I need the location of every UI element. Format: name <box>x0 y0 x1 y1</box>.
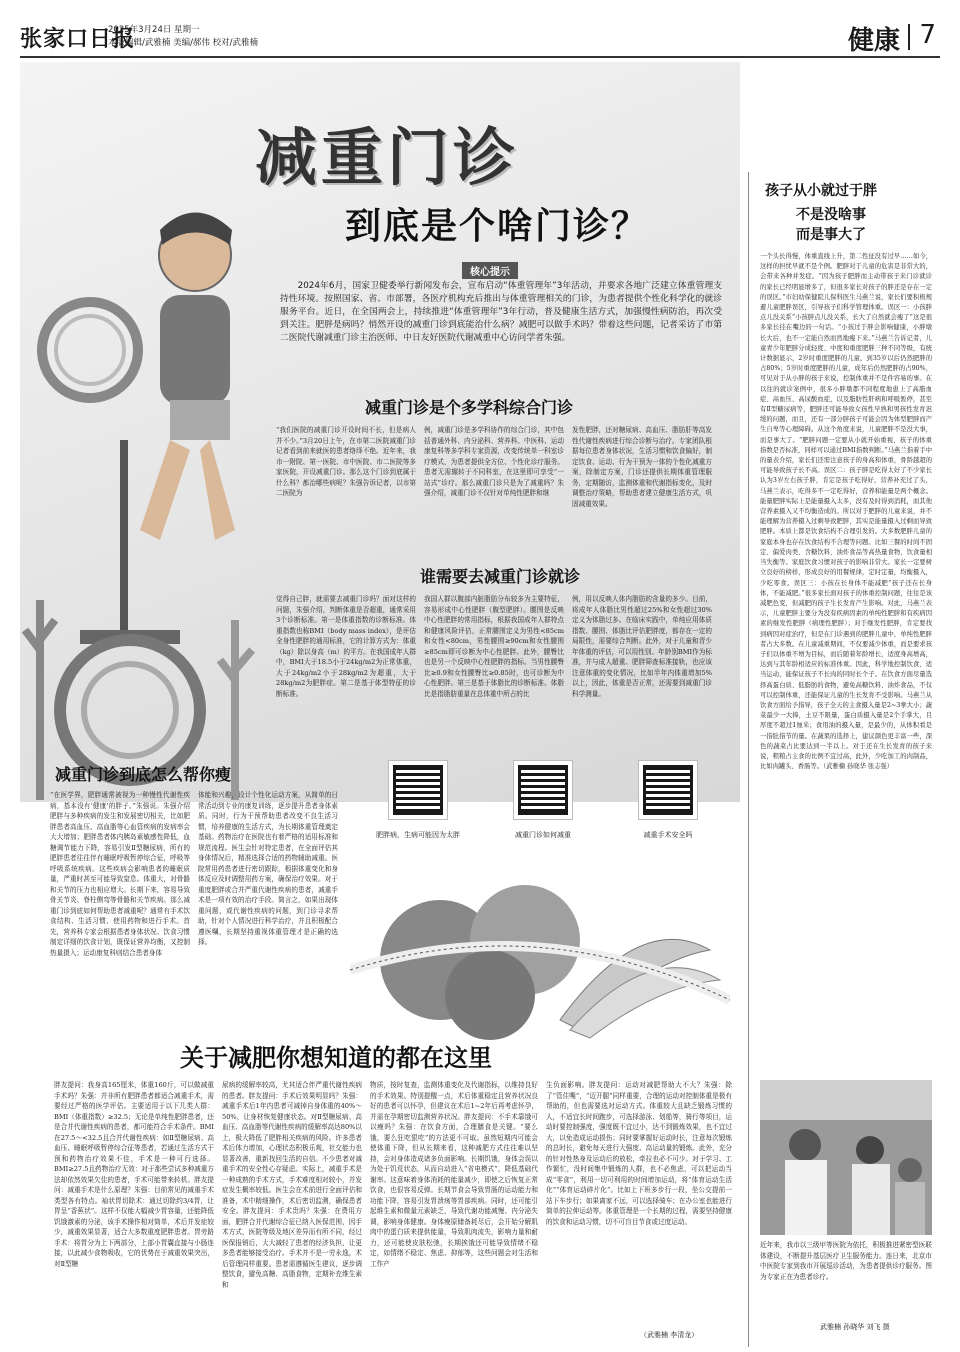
sidebar-title: 孩子从小就过于胖 <box>765 183 877 199</box>
qr-caption-1: 肥胖病，生病可能因为太胖 <box>376 831 460 839</box>
faq-heading: 关于减肥你想知道的都在这里 <box>180 1043 492 1072</box>
section3-heading: 减重门诊到底怎么帮你瘦 <box>55 765 232 784</box>
section2-col2: 我国人群以腹部内脏脂肪分布较多为主要特征，容易形成中心性肥胖（腹型肥胖）。腰围是反映中心性肥胖的常用指标，根据我国成年人群特点和健康风险评估，正常腰围定义为男性<85cm和女性<80cm，男性腰围≥90cm和女性腰围≥85cm即可诊断为中心性肥胖。此外，腰臀比也是另一个反映中心性肥胖的指标。当男性腰臀比≥0.9和女性腰臀比≥0.85时，也可诊断为中心性肥胖。第三是基于体脂比的诊断标准。体脂比是指脂肪重量在总体重中所占的比 <box>424 595 564 698</box>
section1-heading: 减重门诊是个多学科综合门诊 <box>365 398 574 417</box>
qr-code-block-2 <box>483 760 603 840</box>
section2-col1: 觉得自己胖，就需要去减重门诊吗？面对这样的问题，朱强介绍，判断体重是否超重，通常采用3个诊断标准。第一是体重指数的诊断标准。体重指数也称BMI（body mass index），是评估全身性肥胖的通用标准，它的计算方式为：体重（kg）除以身高（m）的平方。在我国成年人群中，BMI大于18.5小于24kg/m2为正常体重，大于24kg/m2小于28kg/m2为超重，大于28kg/m2为肥胖症。第二是基于体型特征的诊断标准。 <box>276 595 416 698</box>
section2-heading: 谁需要去减重门诊就诊 <box>420 567 581 586</box>
qr-code-block-1 <box>358 760 478 840</box>
sidebar-photo-caption: 近年来，我市以三级甲等医院为依托，积极推进紧密型医联体建设，不断提升基层医疗卫生服务能力。连日来，北京市中医院专家到我市开展巡诊活动，为患者提供诊疗服务。图为专家正在为患者诊疗。 <box>760 1241 932 1281</box>
masthead-divider <box>908 24 910 50</box>
section-name: 健康 <box>847 26 900 56</box>
masthead-meta <box>108 24 258 50</box>
faq-col4: 生负面影响。胖友提问：运动对减肥帮助大不大？朱强：除了“管住嘴”，“迈开腿”同样重要，合理的运动对控制体重是极有帮助的，但也需要选对运动方式。体重较大且缺乏锻炼习惯的人，不适宜长时间跑步，可选择游泳、划船等，骑行等项目，运动时要控制强度，强度既不宜过小，达不到锻炼效果，也不宜过大，以免造成运动损伤；同时要掌握好运动时长，注意每次锻炼的总时长，避免每天进行大强度、高运动量的锻炼。此外，充分的针对性热身及运动后的放松，牵拉也必不可少。对于学习、工作繁忙，没时间集中锻炼的人群，也不必焦虑，可以把运动当成“零食”，利用一切可利用的时间增加运动，将“体育运动生活化”“体育运动碎片化”。比如上下班多步行一段，坐公交提前一站下车步行；如果离家不远，可以选择骑车；在办公室也能进行简单的拉伸运动等。体重管理是一个长期的过程，需要坚持健康的饮食和运动习惯，切不可盲目节食或过度运动。 <box>546 1081 732 1226</box>
masthead-editors: 本版编辑/武雅楠 美编/郝伟 校对/武雅楠 <box>108 38 258 48</box>
fruit-illustration <box>350 870 730 1040</box>
section1-col2: 例，减重门诊是多学科协作的综合门诊，其中包括普通外科、内分泌科、营养科、中医科、运动康复科等多学科专家资源，改变传统单一科室诊疗模式，为患者提供全方位、个性化诊疗服务。患者无需辗转于不同科室，在这里即可享受“一站式”诊疗。那么减重门诊只是为了减重吗？朱强介绍，减重门诊不仅针对单纯性肥胖和继 <box>424 426 564 497</box>
section2-col3: 例，用以反映人体内脂肪的含量的多少。目前，将成年人体脂比男性超过25%和女性超过30%定义为体脂过多。在临床实践中，单纯应用体质指数、腰围、体脂比评估肥胖度，都存在一定的局限性，需要综合判断。此外，对于儿童和青少年体重的评估，可以用性别、年龄别BMI作为标准，并与成人超重、肥胖筛查标准接轨，也应该注意体重的变化情况，比如半年内体重增加5%以上，因此，体重是否正常，还需要到减重门诊科学测量。 <box>572 595 712 698</box>
feature-title: 减重门诊 <box>255 121 520 194</box>
qr-code-block-3 <box>608 760 728 840</box>
qr-code-2[interactable] <box>513 760 573 820</box>
qr-image-3 <box>643 765 693 815</box>
qr-caption-2: 减重门诊如何减重 <box>515 831 571 839</box>
cyclist-illustration <box>20 200 270 800</box>
section1-col1: “我们医院的减重门诊开设时间不长，但是病人并不少。”3月20日上午，在市第二医院减重门诊记者看到前来就医的患者络绎不绝。近年来，我市一附院、第一医院、市中医院、市二医院等多家医院，开设减重门诊。那么这个门诊到底属于什么科？都治哪些病呢？朱强告诉记者，以市第二医院为 <box>276 426 416 497</box>
faq-col1: 胖友提问：我身高165厘米，体重160斤，可以做减重手术吗？朱强：并非所有肥胖患者都适合减重手术，需要经过严格的医学评估。主要适用于以下几类人群：BMI（体重指数）≥32.5；无论是单纯性肥胖患者，还是合并代谢性疾病的患者，都可能符合手术条件。BMI在27.5～<32.5且合并代谢性疾病：如Ⅱ型糖尿病、高血压、睡眠呼吸暂停综合征等患者，若通过生活方式干预和药物治疗效果不佳，手术是一种可行选择。BMI≥27.5且药物治疗无效：对于那些尝试多种减重方法却依然效果欠佳的患者，手术可能带来转机。胖友提问：减重手术是什么原理？朱强：目前常见的减重手术类型各有特点。袖状胃切除术：通过切除约3/4胃，让胃呈“香蕉状”。这样不仅能大幅减少胃容量，还能降低饥饿激素的分泌，该手术操作相对简单，术后并发症较少，减重效果显著，适合大多数重度肥胖患者。胃旁路手术：将胃分为上下两部分，上部小胃囊直接与小肠连接，以此减少食物吸收，它的优势在于减重效果突出，对Ⅱ型糖 <box>54 1081 214 1268</box>
qr-code-3[interactable] <box>638 760 698 820</box>
sidebar-subtitle-1: 不是没啥事 <box>796 207 866 223</box>
masthead-logo: 张家口日报 <box>20 26 136 52</box>
section1-col3: 发性肥胖，还对糖尿病、高血压、脂肪肝等高发性代谢性疾病进行综合诊断与治疗。专家团队根据每位患者身体状况，生活习惯和饮食偏好，制定饮食、运动、行为干预为一体的个性化减重方案，除制定方案，门诊还提供长期体重管理服务，定期随访，监测体重和代谢指标变化，及时调整治疗策略，帮助患者建立健康生活方式，巩固减重效果。 <box>572 426 712 508</box>
qr-code-row <box>358 760 728 860</box>
qr-image-2 <box>518 765 568 815</box>
faq-col3: 物质，按时复查，监测体重变化及代谢指标，以维持良好的手术效果。特别提醒一点，术后体重稳定且营养状况良好的患者可以怀孕，但建议在术后1~2年后再考虑怀孕，并需在孕期密切监测营养状况。胖友提问：不手术靠饿可以瘦吗？朱强：在饮食方面，合理膳食是关键。“要么饿，要么狂吃狠吃”的方法更不可取。虽然短期内可能会使体重下降，但从长期来看，这种减肥方式往往难以坚持，会对身体造成诸多负面影响。长期饥饿，身体会误以为处于饥荒状态，从而自动进入“省电模式”，降低基础代谢率。这意味着身体消耗的能量减少，即使之后恢复正常饮食，也很容易反弹。长期节食会导致胃肠的运动能力和功能下降，容易引发胃溃疡等胃部疾病。同时，还可能引起维生素和微量元素缺乏，导致代谢功能减慢、内分泌失调，影响身体健康。身体瘦原储备耗尽后，会开始分解肌肉中的蛋白质来提供能量，导致肌肉流失，影响力量和耐力，还可能使皮肤松弛，长期挨饿还可能导致情绪不稳定，如情绪不稳定、焦虑、抑郁等，这些问题会对生活和工作产 <box>370 1081 538 1268</box>
faq-col2: 尿病的缓解率较高，尤其适合伴严重代谢性疾病的患者。胖友提问：手术后效果明显吗？朱强：减重手术后1年内患者可减掉自身体重的40%～50%，让身材恢复健康状态。对Ⅱ型糖尿病、高血压、高血脂等代谢性疾病的缓解率高达80%以上，极大降低了肥胖相关疾病的风险。许多患者术后体力增加，心理状态积极乐观，社交能力也显著改善，重新找回生活的自信。不少患者对减重手术的安全性心存疑虑。实际上，减重手术是一种成熟的手术方式，手术难度相对较小，并发症发生概率较低。医生会在术前进行全面评估和准备，术中精细操作，术后密切监测，确保患者安全。胖友提问：手术贵吗？朱强：在费用方面，肥胖合并代谢综合征已纳入医保范围，因手术方式，医院等级及地区差异而有所不同，经过医保报销后，大大减轻了患者的经济负担，让更多患者能够接受治疗。手术并不是一劳永逸，术后管理同样重要。患者需遵循医生建议，逐步调整饮食，避免高糖、高脂食物，定期补充维生素和 <box>222 1081 362 1289</box>
sidebar-photo <box>760 1080 932 1235</box>
page-number: 7 <box>919 20 936 50</box>
qr-code-1[interactable] <box>388 760 448 820</box>
feature-intro: 2024年6月，国家卫健委举行新闻发布会，宣布启动“体重管理年”3年活动，并要求各地广泛建立体重管理支持性环境。按照国家、省、市部署，各医疗机构充后推出与体重管理相关的门诊，为患者提供个性化科学化的就诊服务平台。近日，在全国两会上，持续推进“体重管理年”3年行动，普及健康生活方式，加强慢性病防治，再次受到关注。肥胖是病吗？悄然开设的减重门诊到底能治什么病？减肥可以做手术吗？带着这些问题，记者采访了市第二医院代谢减重门诊主治医师、中日友好医院代谢减重中心访问学者朱强。 <box>280 281 722 343</box>
feature-subtitle: 到底是个啥门诊？ <box>345 206 650 247</box>
sidebar-body: 一个头长得慢，体重直线上升，第二性征没有过早……如今，这样的担忧早就不是个例。肥胖对于儿童的危害是非常大的，会带来各种并发症。“因为孩子肥胖而主动带孩子来门诊就诊的家长已经明显增多了，但很多家长对孩子的胖还是存在一定的误区。”市妇幼保健院儿保科医生马燕兰说，家长们要积极规避儿童肥胖误区，引导孩子们科学管理体重。误区一：小孩胖点儿没关系“小孩胖点儿没关系，长大了自然就会瘦了”这是很多家长挂在嘴边的一句话。“小孩过于胖会影响健康，小胖墩长大后，也不一定能自然而然地瘦下来。”马燕兰告诉记者，儿童青少年肥胖分成轻度、中度和重度肥胖三种不同等级，有统计数据显示，2岁时重度肥胖的儿童，到35岁以后仍然肥胖的占80%；5岁时重度肥胖的儿童，成年后仍然肥胖的占90%，可见对于从小胖的孩子来说，控制体重并不是件容易的事。在以往的就诊案例中，很多小胖墩都不同程度地患上了高脂血症、高血压、高尿酸血症，以及脂肪性肝病和呼吸暂停，甚至有Ⅱ型糖尿病等，肥胖还可能导致女孩性早熟和男孩性发育迟缓的问题，而且，还有一部分胖孩子可能会因为体型肥胖而产生自卑等心理障碍。从这个角度来说，儿童肥胖不是没大事，而是事大了。“肥胖问题一定要从小就开始重视，孩子的体重指数是否标准，同样可以通过BMI指数判断。”马燕兰指着手中的量表介绍，家长们还需注意孩子的身高和体重，骨龄越超的可能导致孩子长不高。误区二：孩子胖是吃得太好了不少家长认为3岁左右孩子胖，肯定是孩子吃得好，营养补充过了头，马燕兰表示，吃得多不一定吃得好，营养和能量是两个概念。能量肥胖实际上是能量摄入太多，没有及时得到消耗，而其他营养素摄入又不均衡造成的。所以对于肥胖的儿童来说，并不能理解为营养摄入过剩导致肥胖，其实是能量摄入过剩而导致肥胖。本质上都是饮食结构不合理引发的。大多数肥胖儿童的家庭本身也存在饮食结构不合理等问题。比如三餐的时间不固定、偏爱肉类、含糖饮料、油炸食品等高热量食物，饮食量相当失衡等。家庭饮食习惯对孩子的影响非常大。家长一定要树立良好的榜样，形成良好的用餐规律，定时定量，均衡摄入，少吃零食。误区三：小孩在长身体不能减肥“孩子还在长身体，不能减肥。”很多家长面对孩子的体重控制问题，往往是该减肥色变，但减肥的孩子生长发育产生影响。对此，马燕兰表示，儿童肥胖主要分为没有疾病因素的单纯性肥胖和有疾病因素的继发性肥胖（病理性肥胖）；对于继发性肥胖，肯定要找到病因对症治疗，但是在门诊遇到的肥胖儿童中，单纯性肥胖者占大多数。在儿童减重期间，不仅要减少体重，而是要求孩子们以体重不增为目标，而后随着年龄增长，适度身高增高，达到与其年龄相适应的标准体重。因此，科学地控制饮食、适当运动，能保证孩子不长肉的同时长个子。在饮食方面尽量选择高蛋白质、低脂肪的食物，避免高糖饮料、油炸食品，不仅可以控制体重，还能保证儿童的生长发育不受影响。马燕兰从饮食方面给予指导，孩子全天的主食摄入量是2~3拳大小；蔬菜最少一大捧，土豆不限量，蛋白质摄入量是2个手掌大，且厚度不超过1厘米；食用油的摄入量，是最少的，从体积看是一指肚指节的量。在蔬果的选择上，建议颜色更丰富一些，深色的蔬菜占比要达到一半以上。对于还在生长发育的孩子来说，粗粮占主食的比例不宜过高，此外，少吃加工的肉制品，比如肉罐头、香肠等。（武雅楠 孙晓华 张志强） <box>760 253 932 771</box>
core-badge: 核心提示 <box>462 262 518 279</box>
sidebar-photo-credit: 武雅楠 孙晓华 刘飞 摄 <box>820 1323 890 1331</box>
faq-byline: （武雅楠 李清龙） <box>640 1331 699 1339</box>
section3-col2: 体能和兴趣，设计个性化运动方案，从简单的日常活动到专业的康复训练，逐步提升患者身体素质。同时，行为干预帮助患者改变不良生活习惯，培养健康的生活方式，为长期体重管理奠定基础。药物治疗在医院也有着严格的适用标准和规范流程。医生会针对特定患者，在全面评估其身体情况后，精准选择合适的药物辅助减重。医院常用药患者进行密切跟踪，根据体重变化和身体反应及时调整用药方案，确保治疗效果。对于重度肥胖或合并严重代谢性疾病的患者，减重手术是一项有效的治疗手段。简言之，如果出现体重问题，或代谢性疾病的问题，到门诊寻求帮助，针对个人情况进行科学治疗，并且积极配合遵医嘱，长期坚持重视体重管理才是正确的选择。 <box>198 791 338 946</box>
masthead-date: 2025年3月24日 星期一 <box>108 25 200 35</box>
sidebar-subtitle-2: 而是事大了 <box>796 227 866 243</box>
header-rule <box>20 56 940 58</box>
section3-col1: “在医学界，肥胖通常被视为一种慢性代谢性疾病，基本没有‘健康’的胖子。”朱强说。朱强介绍肥胖与多种疾病的发生和发展密切相关，比如肥胖患者高血压、高血脂等心血管疾病的发病率会大大增加；肥胖患者体内胰岛素敏感性降低，血糖调节能力下降，容易引发Ⅱ型糖尿病，所有的肥胖患者往往伴有睡眠呼吸暂停综合征，呼吸等呼吸系统疾病。这些疾病会影响患者的睡眠质量，严重时甚至可能导致窒息。体重大，对骨骼和关节的压力也相应增大。长期下来，容易导致骨关节炎、脊柱侧弯等骨骼和关节疾病。那么减重门诊到底如何帮助患者减重呢？通常有手术饮食结构、生活习惯、使用药物和进行手术。首先，营养科专家会根据患者身体状况、饮食习惯制定详细的饮食计划，既保证营养均衡，又控制热量摄入；运动康复科则结合患者身体 <box>50 791 190 957</box>
qr-caption-3: 减重手术安全吗 <box>643 831 693 839</box>
qr-image-1 <box>393 765 443 815</box>
